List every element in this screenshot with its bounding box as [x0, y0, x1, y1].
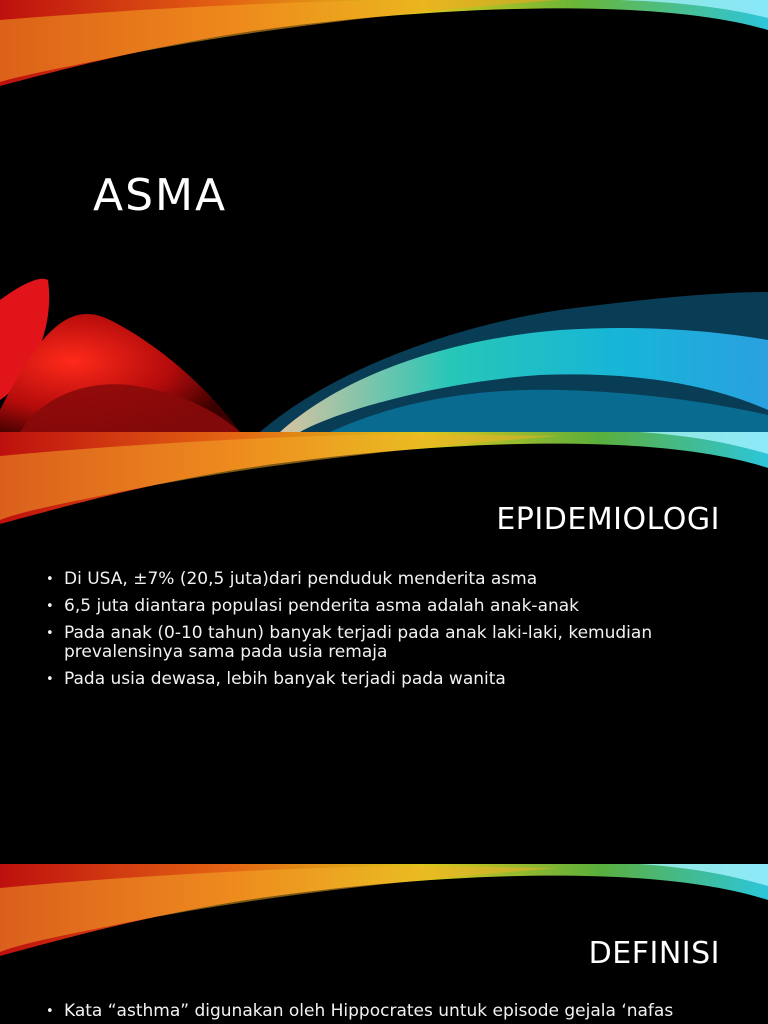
slide-title	[0, 0, 768, 432]
slide-title-text: DEFINISI	[588, 936, 720, 971]
bullet-list	[40, 570, 730, 697]
slide-title-text: ASMA	[93, 170, 228, 221]
slide-definisi	[0, 864, 768, 1024]
bullet-list	[40, 1002, 730, 1024]
slide-title-text: EPIDEMIOLOGI	[496, 502, 720, 537]
slide-epidemiologi	[0, 432, 768, 864]
list-item: • Pada anak (0-10 tahun) banyak terjadi pada anak laki-laki, kemudian prevalensinya sama pada usia remaja	[40, 624, 730, 662]
list-item: • Kata “asthma” digunakan oleh Hippocrates untuk episode gejala ‘nafas	[40, 1002, 730, 1021]
list-item: • Pada usia dewasa, lebih banyak terjadi pada wanita	[40, 670, 730, 689]
list-item: • Di USA, ±7% (20,5 juta)dari penduduk menderita asma	[40, 570, 730, 589]
list-item: • 6,5 juta diantara populasi penderita asma adalah anak-anak	[40, 597, 730, 616]
